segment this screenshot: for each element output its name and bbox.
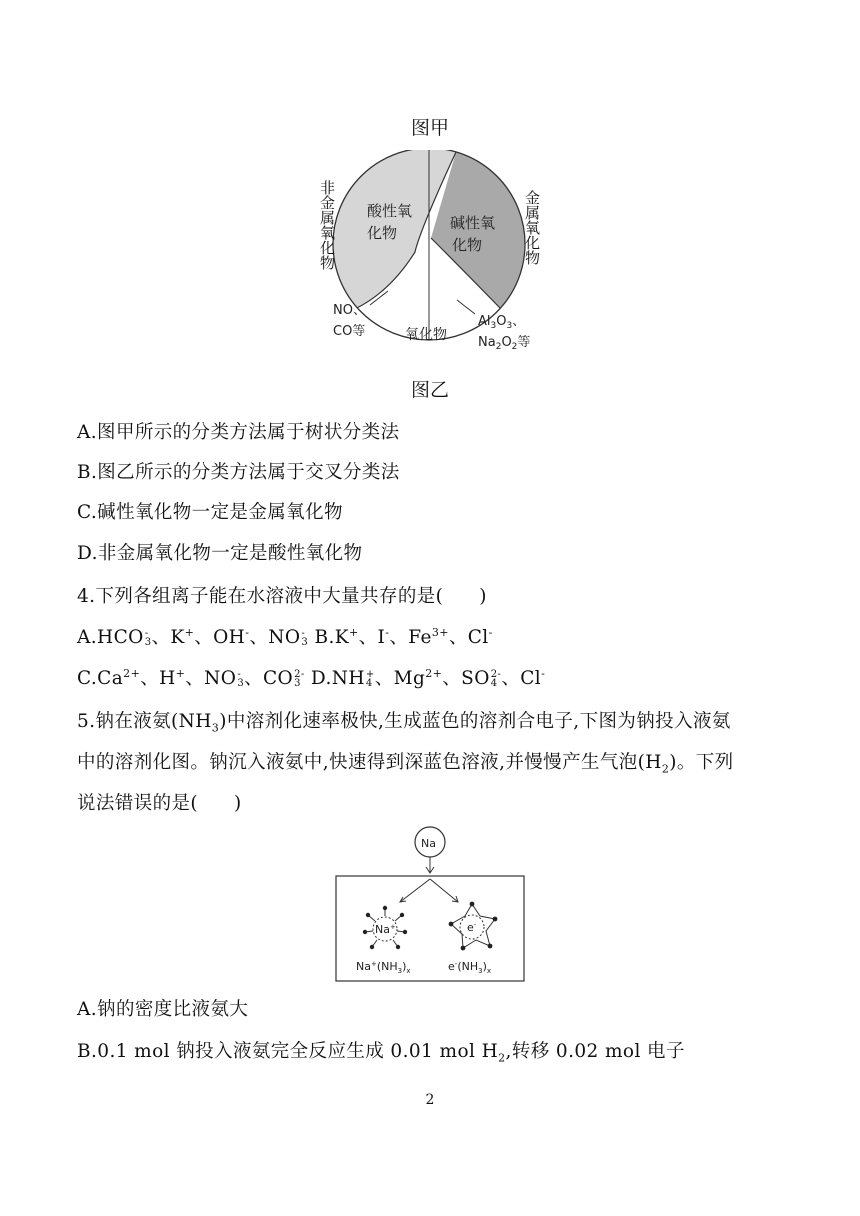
example-right-line1: $Al_3O_3$、 [478, 314, 526, 331]
example-right-line2: $Na_2O_2$等 [478, 335, 531, 352]
q3-option-c: C.碱性氧化物一定是金属氧化物 [77, 502, 343, 523]
nonmetal-oxide-label: 非金属氧化物 [318, 180, 336, 270]
q3-option-a: A.图甲所示的分类方法属于树状分类法 [77, 422, 400, 443]
ion-label: Na+ [375, 923, 396, 936]
figure-b-caption: 图乙 [411, 379, 450, 401]
acidic-label-line2: 化物 [367, 224, 398, 242]
q5-stem-line1: 5.钠在液氨$(NH_3)$中溶剂化速率极快,生成蓝色的溶剂合电子,下图为钠投入液氨 [77, 711, 731, 735]
q5-option-a: A.钠的密度比液氨大 [77, 999, 249, 1020]
q3-option-d: D.非金属氧化物一定是酸性氧化物 [77, 543, 363, 564]
solvated-electron-caption: $e^-(NH_3)_x$ [448, 960, 492, 975]
example-left-line2: CO等 [333, 324, 366, 339]
q5-option-b: B.0.1 mol 钠投入液氨完全反应生成 0.01 mol $H_2$,转移 0.02 mol 电子 [77, 1041, 685, 1065]
q3-option-b: B.图乙所示的分类方法属于交叉分类法 [77, 462, 400, 483]
q5-stem-line2: 中的溶剂化图。钠沉入液氨中,快速得到深蓝色溶液,并慢慢产生气泡$(H_2)$。下列 [77, 752, 734, 776]
figure-a-caption: 图甲 [411, 117, 450, 139]
acidic-label-line1: 酸性氧 [367, 202, 413, 220]
oxide-bottom-label: 氧化物 [405, 327, 447, 343]
electron-label: e- [467, 921, 477, 934]
metal-oxide-label: 金属氧化物 [523, 190, 541, 265]
q5-stem-line3: 说法错误的是( ) [77, 793, 242, 814]
basic-label-line2: 化物 [452, 236, 483, 254]
q4-stem: 4.下列各组离子能在水溶液中大量共存的是( ) [77, 586, 487, 607]
example-left-line1: NO、 [333, 303, 366, 318]
q4-options-ab: A.HCO- 3、K+、OH-、NO- 3 B.K+、I-、$Fe^{3+}$、Cl- [77, 625, 493, 648]
q4-options-cd: $C.Ca^{2+}$、H+、NO- 3、CO2- 3 D.NH+ 4 、$Mg^{2+}$、SO2- 4 、Cl- [77, 666, 546, 689]
basic-label-line1: 碱性氧 [450, 214, 496, 232]
solvation-diagram [330, 820, 530, 985]
solvated-ion-caption: $Na^+(NH_3)_x$ [356, 960, 411, 975]
sodium-label: Na [421, 837, 436, 850]
page-number: 2 [425, 1092, 435, 1108]
oxide-classification-diagram [300, 150, 560, 360]
